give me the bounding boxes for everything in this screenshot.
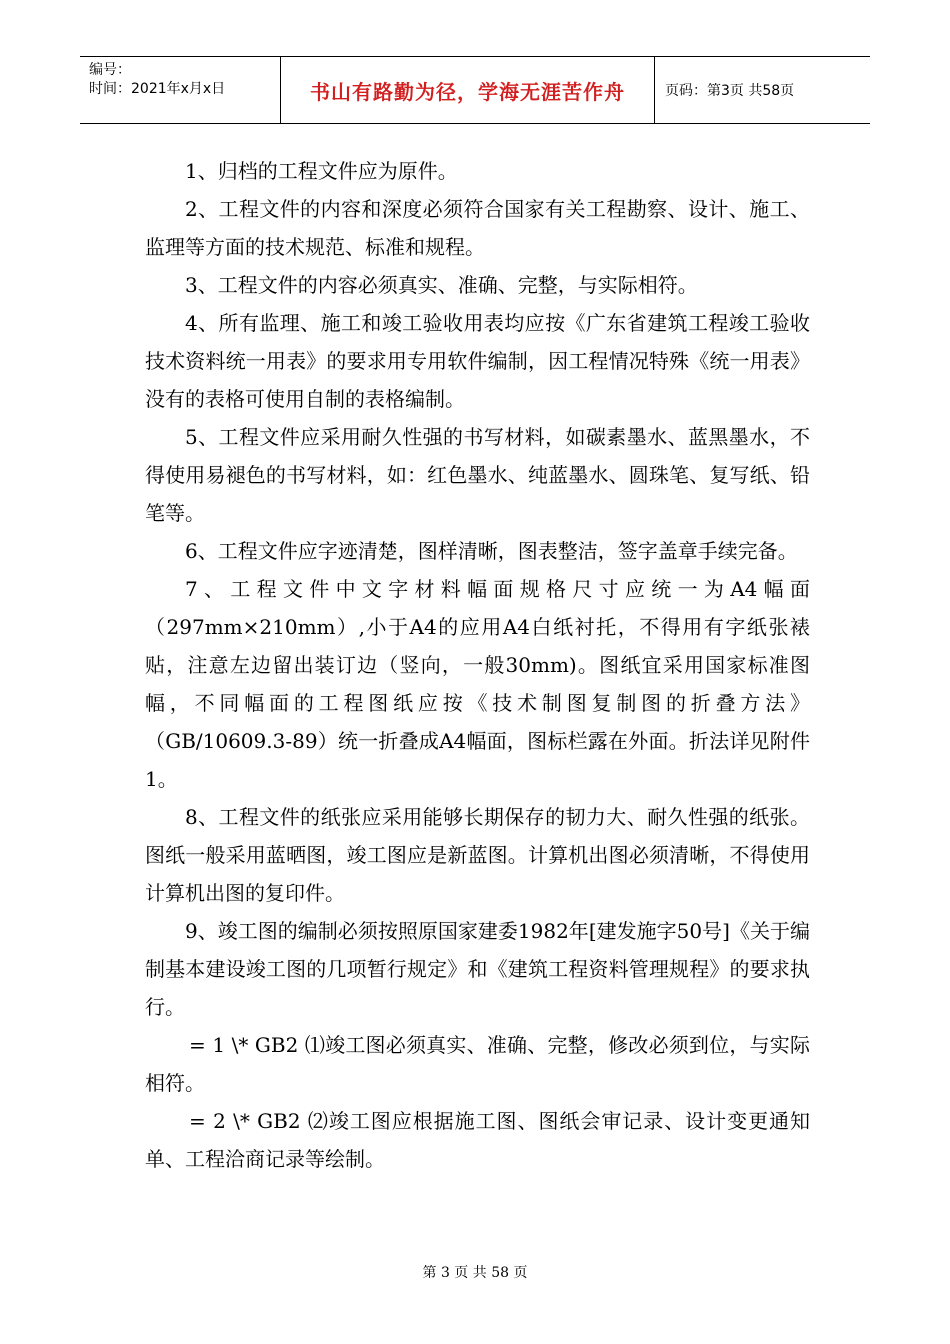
gb-item-2: = 2 \* GB2 ⑵竣工图应根据施工图、图纸会审记录、设计变更通知单、工程洽商记录等绘制。	[145, 1109, 810, 1171]
document-body	[145, 152, 810, 1178]
document-number-label: 编号：	[89, 62, 131, 78]
page-header	[80, 56, 870, 124]
gb-item-1: = 1 \* GB2 ⑴竣工图必须真实、准确、完整，修改必须到位，与实际相符。	[145, 1033, 810, 1095]
page-footer: 第 3 页 共 58 页	[422, 1265, 528, 1281]
paragraph-1: 1、归档的工程文件应为原件。	[185, 159, 458, 183]
header-page-info: 页码：第3页 共58页	[665, 83, 795, 99]
header-motto: 书山有路勤为径，学海无涯苦作舟	[281, 57, 655, 123]
header-meta	[80, 57, 281, 123]
paragraph-7: 7、工程文件中文字材料幅面规格尺寸应统一为A4幅面（297mm×210mm）,小于A4的应用A4白纸衬托，不得用有字纸张裱贴，注意左边留出装订边（竖向，一般30mm)。图纸宜采用国家标准图幅，不同幅面的工程图纸应按《技术制图复制图的折叠方法》（GB/10609.3-89）统一折叠成A4幅面，图标栏露在外面。折法详见附件1。	[145, 577, 810, 791]
paragraph-8: 8、工程文件的纸张应采用能够长期保存的韧力大、耐久性强的纸张。图纸一般采用蓝晒图，竣工图应是新蓝图。计算机出图必须清晰，不得使用计算机出图的复印件。	[145, 805, 810, 905]
paragraph-6: 6、工程文件应字迹清楚，图样清晰，图表整洁，签字盖章手续完备。	[185, 539, 798, 563]
paragraph-9: 9、竣工图的编制必须按照原国家建委1982年[建发施字50号]《关于编制基本建设竣工图的几项暂行规定》和《建筑工程资料管理规程》的要求执行。	[145, 919, 810, 1019]
paragraph-3: 3、工程文件的内容必须真实、准确、完整，与实际相符。	[185, 273, 698, 297]
paragraph-5: 5、工程文件应采用耐久性强的书写材料，如碳素墨水、蓝黑墨水，不得使用易褪色的书写材料，如：红色墨水、纯蓝墨水、圆珠笔、复写纸、铅笔等。	[145, 425, 810, 525]
paragraph-2: 2、工程文件的内容和深度必须符合国家有关工程勘察、设计、施工、监理等方面的技术规范、标准和规程。	[145, 197, 810, 259]
document-date: 时间：2021年x月x日	[89, 81, 226, 97]
paragraph-4: 4、所有监理、施工和竣工验收用表均应按《广东省建筑工程竣工验收技术资料统一用表》的要求用专用软件编制，因工程情况特殊《统一用表》没有的表格可使用自制的表格编制。	[145, 311, 810, 411]
